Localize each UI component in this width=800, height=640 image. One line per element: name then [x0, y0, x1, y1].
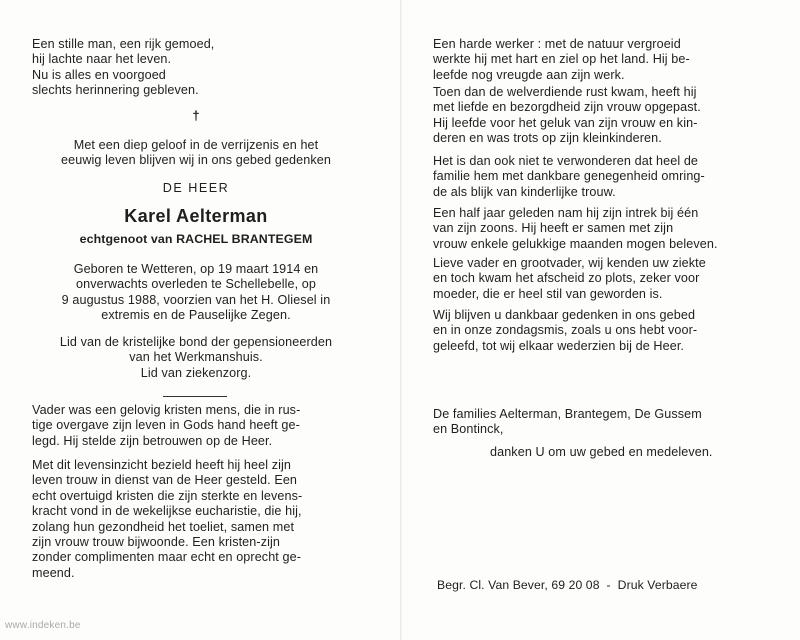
text-line: vrouw enkele gelukkige maanden mogen beleven.	[433, 236, 718, 251]
poem-line: Nu is alles en voorgoed	[32, 67, 166, 82]
right-paragraph-4	[433, 206, 758, 252]
cross-icon: †	[192, 108, 200, 123]
text-line: zijn vrouw trouw bijwoonde. Een kristen-zijn	[32, 535, 280, 550]
text-line: Een harde werker : met de natuur vergroeid	[433, 37, 681, 51]
deceased-name: Karel Aelterman	[124, 206, 268, 226]
text-line: Vader was een gelovig kristen mens, die in rus-	[32, 403, 301, 417]
printer-footer: Begr. Cl. Van Bever, 69 20 08 - Druk Verbaere	[437, 578, 698, 592]
text-line: meend.	[32, 565, 75, 580]
thanks-line: danken U om uw gebed en medeleven.	[490, 445, 713, 459]
text-line: moeder, die er heel stil van geworden is.	[433, 286, 663, 301]
text-line: van zijn zoons. Hij heeft er samen met zijn	[433, 221, 674, 236]
text-line: Wij blijven u dankbaar gedenken in ons gebed	[433, 308, 696, 322]
text-line: legd. Hij stelde zijn betrouwen op de Heer.	[32, 433, 273, 448]
right-paragraph-6	[433, 308, 758, 354]
watermark: www.indeken.be	[5, 620, 81, 631]
faith-statement	[32, 138, 360, 169]
text-line: leven trouw in dienst van de Heer gesteld. Een	[32, 473, 298, 488]
poem	[32, 37, 360, 99]
text-line: familie hem met dankbare genegenheid omring-	[433, 169, 705, 184]
faith-line: eeuwig leven blijven wij in ons gebed gedenken	[61, 153, 331, 168]
detail-line: onverwachts overleden te Schellebelle, op	[75, 277, 317, 292]
right-paragraph-5	[433, 256, 758, 302]
text-line: zonder complimenten maar echt en oprecht ge-	[32, 550, 302, 565]
spouse-name: RACHEL BRANTEGEM	[176, 232, 313, 246]
text-line: zolang hun gezondheid het toeliet, samen met	[32, 519, 295, 534]
text-line: Een half jaar geleden nam hij zijn intrek bij één	[433, 206, 699, 220]
text-line: Hij leefde voor het geluk van zijn vrouw en kin-	[433, 115, 698, 130]
text-line: De families Aelterman, Brantegem, De Gussem	[433, 407, 702, 421]
text-line: Lieve vader en grootvader, wij kenden uw ziekte	[433, 256, 706, 270]
birth-death-details	[32, 262, 360, 324]
detail-line: 9 augustus 1988, voorzien van het H. Oliesel in	[61, 292, 331, 307]
honorific: DE HEER	[162, 181, 230, 195]
text-line: kracht vond in de wekelijkse eucharistie, die hij,	[32, 504, 302, 519]
detail-line: extremis en de Pauselijke Zegen.	[101, 308, 291, 323]
text-line: Toen dan de welverdiende rust kwam, heeft hij	[433, 85, 697, 99]
center-fold	[400, 0, 402, 640]
spouse-line	[32, 232, 360, 247]
spouse-prefix: echtgenoot van	[79, 232, 173, 246]
memberships	[32, 335, 360, 381]
families-acknowledgement	[433, 407, 758, 438]
membership-line: van het Werkmanshuis.	[129, 350, 263, 365]
text-line: werkte hij met hart en ziel op het land. Hij be-	[433, 52, 690, 67]
left-paragraph-2	[32, 458, 360, 581]
left-paragraph-1	[32, 403, 360, 449]
text-line: Met dit levensinzicht bezield heeft hij heel zijn	[32, 458, 292, 472]
membership-line: Lid van ziekenzorg.	[140, 365, 252, 380]
text-line: leefde nog vreugde aan zijn werk.	[433, 67, 625, 82]
faith-line: Met een diep geloof in de verrijzenis en het	[73, 138, 319, 152]
text-line: geleefd, tot wij elkaar wederzien bij de Heer.	[433, 338, 685, 353]
poem-line: hij lachte naar het leven.	[32, 52, 172, 67]
membership-line: Lid van de kristelijke bond der gepensioneerden	[59, 335, 333, 349]
detail-line: Geboren te Wetteren, op 19 maart 1914 en	[73, 262, 319, 276]
right-paragraph-3	[433, 154, 758, 200]
text-line: en Bontinck,	[433, 422, 504, 437]
divider	[163, 396, 227, 397]
text-line: echt overtuigd kristen die zijn sterkte en levens-	[32, 488, 303, 503]
poem-line: slechts herinnering gebleven.	[32, 83, 199, 98]
right-paragraph-1	[433, 37, 758, 83]
text-line: en in onze zondagsmis, zoals u ons hebt voor-	[433, 323, 698, 338]
poem-line: Een stille man, een rijk gemoed,	[32, 37, 215, 51]
text-line: tige overgave zijn leven in Gods hand heeft ge-	[32, 418, 300, 433]
text-line: met liefde en bezorgdheid zijn vrouw opgepast.	[433, 100, 701, 115]
right-paragraph-2	[433, 85, 758, 147]
text-line: deren en was trots op zijn kleinkinderen.	[433, 131, 662, 146]
text-line: Het is dan ook niet te verwonderen dat heel de	[433, 154, 699, 168]
text-line: de als blijk van kinderlijke trouw.	[433, 184, 616, 199]
text-line: en toch kwam het afscheid zo plots, zeker voor	[433, 271, 700, 286]
